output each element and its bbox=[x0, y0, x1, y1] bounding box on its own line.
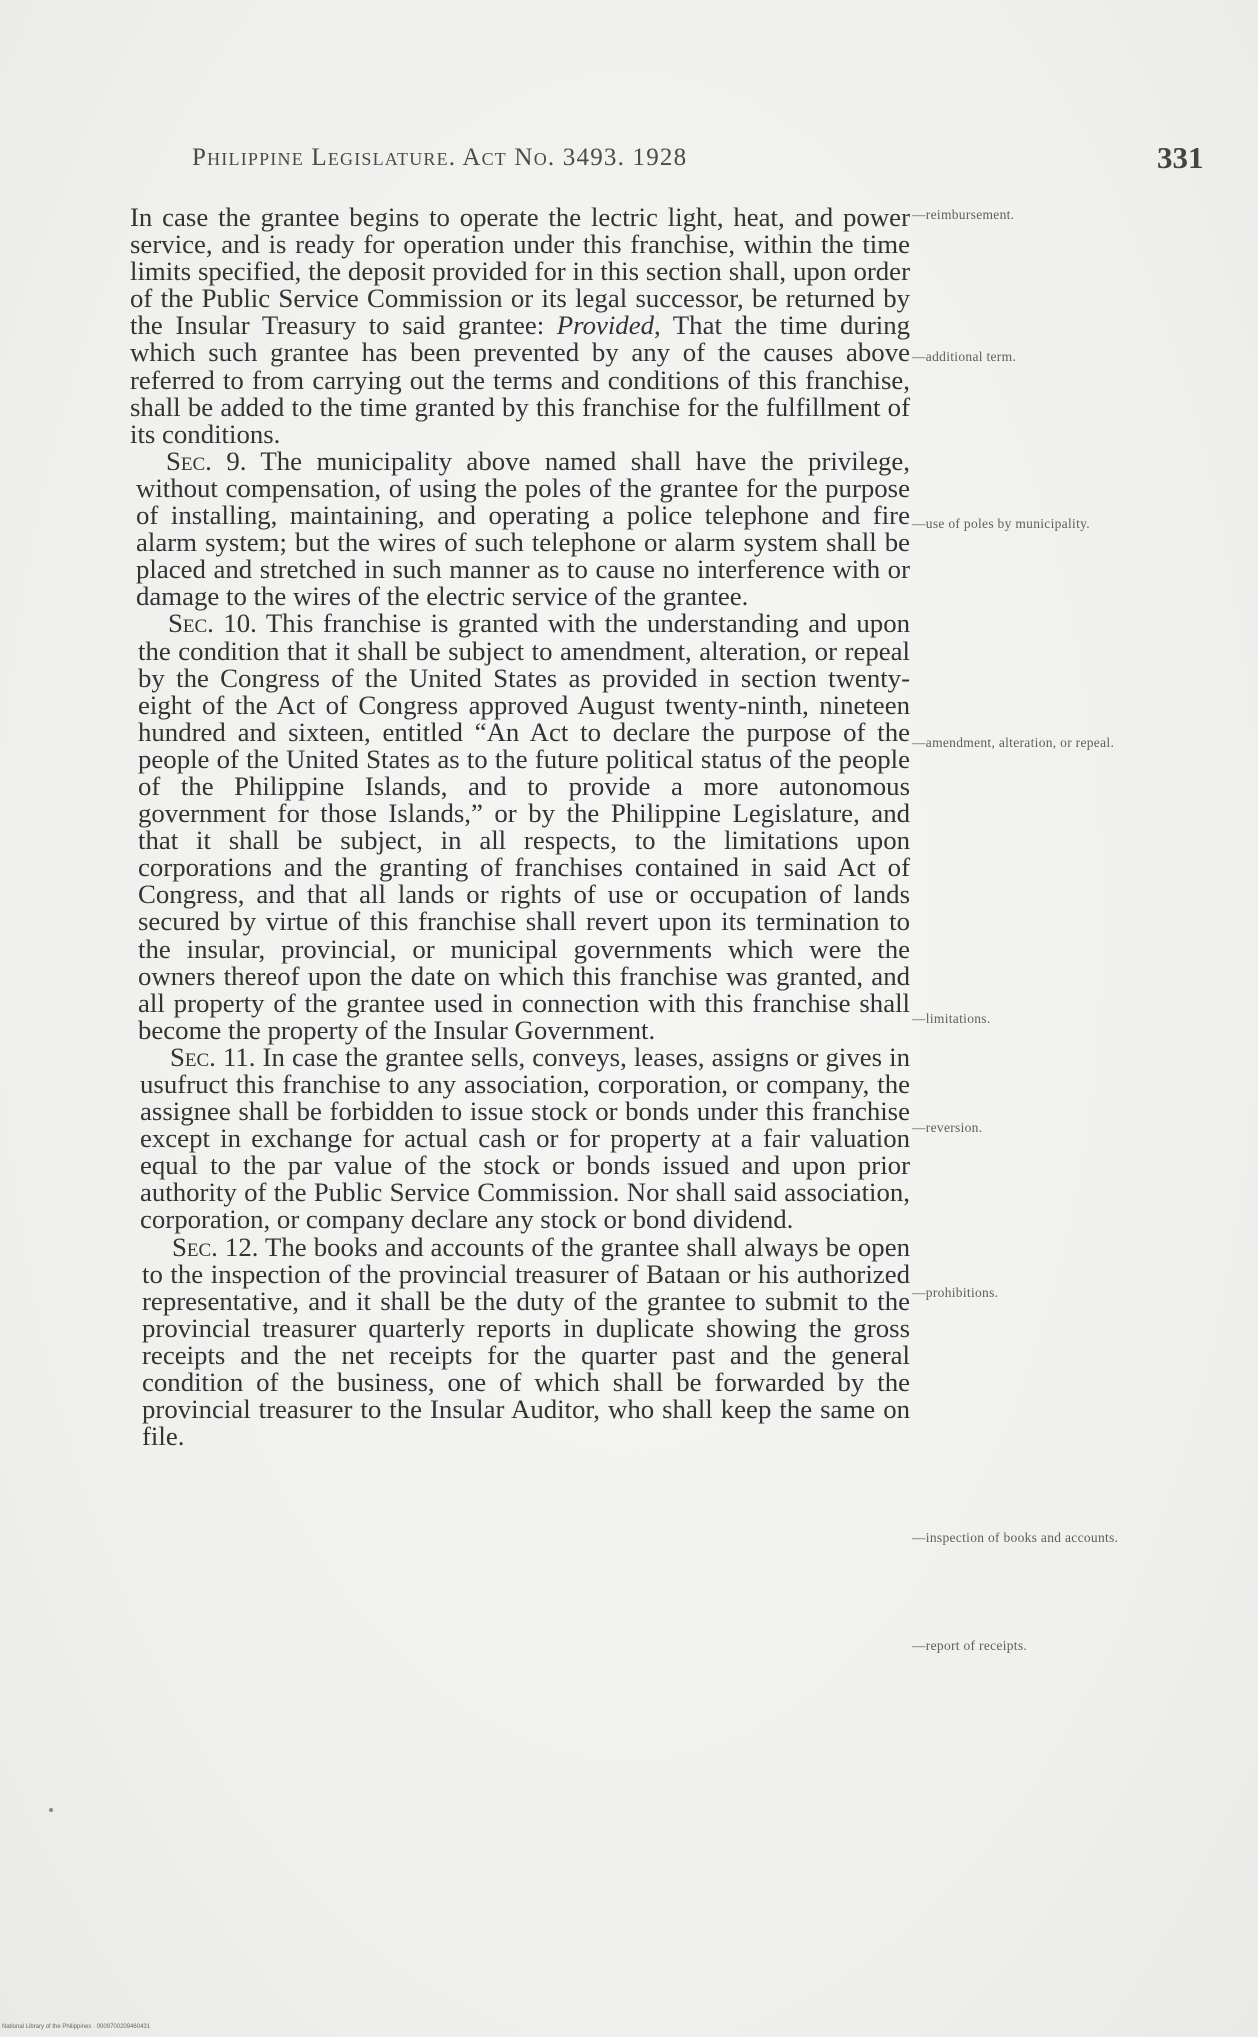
paragraph-text: In case the grantee begins to operate the lectric light, heat, and power service, and is ready for operation under this franchise, within the time limits specified, the deposit provided for in this section shall, upon order of the Public Service Commission or its legal successor, be returned by the Insular Treasury to said grantee: bbox=[130, 202, 910, 341]
footer-credit: National Library of the Philippines · 0009700209460431 bbox=[2, 2024, 151, 2030]
section-heading: Sec. 11. bbox=[170, 1041, 256, 1072]
section-text: In case the grantee sells, conveys, leases, assigns or gives in usufruct this franchise to any association, corporation, or company, the assignee shall be forbidden to issue stock or bonds under this franchise except in exchange for actual cash or for property at a fair valuation equal to the par value of the stock or bonds issued and upon prior authority of the Public Service Commission. Nor shall said association, corporation, or company declare any stock or bond dividend. bbox=[140, 1041, 910, 1235]
margin-note-use-of-poles: —use of poles by municipality. bbox=[912, 516, 1090, 531]
margin-note-reimbursement: —reimbursement. bbox=[912, 207, 1015, 222]
section-heading: Sec. 9. bbox=[166, 445, 247, 476]
paragraph-text: , That the time during which such grantee has been prevented by any of the causes above referred to from carrying out the terms and conditions of this franchise, shall be added to the time granted by this franchise for the fulfillment of its conditions. bbox=[130, 310, 910, 449]
paragraph-reimbursement bbox=[130, 204, 910, 448]
running-head: Philippine Legislature. Act No. 3493. 1928 bbox=[192, 144, 688, 171]
section-text: The municipality above named shall have the privilege, without compensation, of using the poles of the grantee for the purpose of installing, maintaining, and operating a police telephone and fire alarm system; but the wires of such telephone or alarm system shall be placed and stretched in such manner as to cause no interference with or damage to the wires of the electric service of the grantee. bbox=[136, 445, 910, 612]
margin-note-inspection: —inspection of books and accounts. bbox=[912, 1530, 1119, 1545]
section-heading: Sec. 12. bbox=[172, 1231, 259, 1262]
margin-note-reversion: —reversion. bbox=[912, 1120, 983, 1135]
section-9 bbox=[136, 445, 910, 612]
margin-note-amendment: —amendment, alteration, or repeal. bbox=[912, 735, 1115, 750]
margin-note-prohibitions: —prohibitions. bbox=[912, 1285, 999, 1300]
section-12 bbox=[142, 1231, 911, 1452]
scan-speck bbox=[49, 1808, 53, 1812]
margin-note-additional-term: —additional term. bbox=[912, 349, 1017, 364]
margin-note-report: —report of receipts. bbox=[912, 1638, 1028, 1653]
section-text: The books and accounts of the grantee shall always be open to the inspection of the provincial treasurer of Bataan or his authorized representative, and it shall be the duty of the grantee to submit to the provincial treasurer quarterly reports in duplicate showing the gross receipts and the net receipts for the quarter past and the general condition of the business, one of which shall be forwarded by the provincial treasurer to the Insular Auditor, who shall keep the same on file. bbox=[142, 1231, 911, 1452]
margin-note-limitations: —limitations. bbox=[912, 1011, 991, 1026]
section-text: This franchise is granted with the understanding and upon the condition that it shall be subject to amendment, alteration, or repeal by the Congress of the United States as provided in section twenty-eight of the Act of Congress approved August twenty-ninth, nineteen hundred and sixteen, entitled “An Act to declare the purpose of the people of the United States as to the future political status of the people of the Philippine Islands, and to provide a more autonomous government for those Islands,” or by the Philippine Legislature, and that it shall be subject, in all respects, to the limitations upon corporations and the granting of franchises contained in said Act of Congress, and that all lands or rights of use or occupation of lands secured by virtue of this franchise shall revert upon its termination to the insular, provincial, or municipal governments which were the owners thereof upon the date on which this franchise was granted, and all property of the grantee used in connection with this franchise shall become the property of the Insular Government. bbox=[138, 608, 911, 1045]
provided-italic: Provided bbox=[556, 310, 654, 341]
section-heading: Sec. 10. bbox=[168, 608, 257, 639]
section-11 bbox=[140, 1041, 910, 1235]
body-text bbox=[130, 204, 910, 1450]
page-number: 331 bbox=[1157, 140, 1204, 175]
section-10 bbox=[138, 610, 910, 1044]
